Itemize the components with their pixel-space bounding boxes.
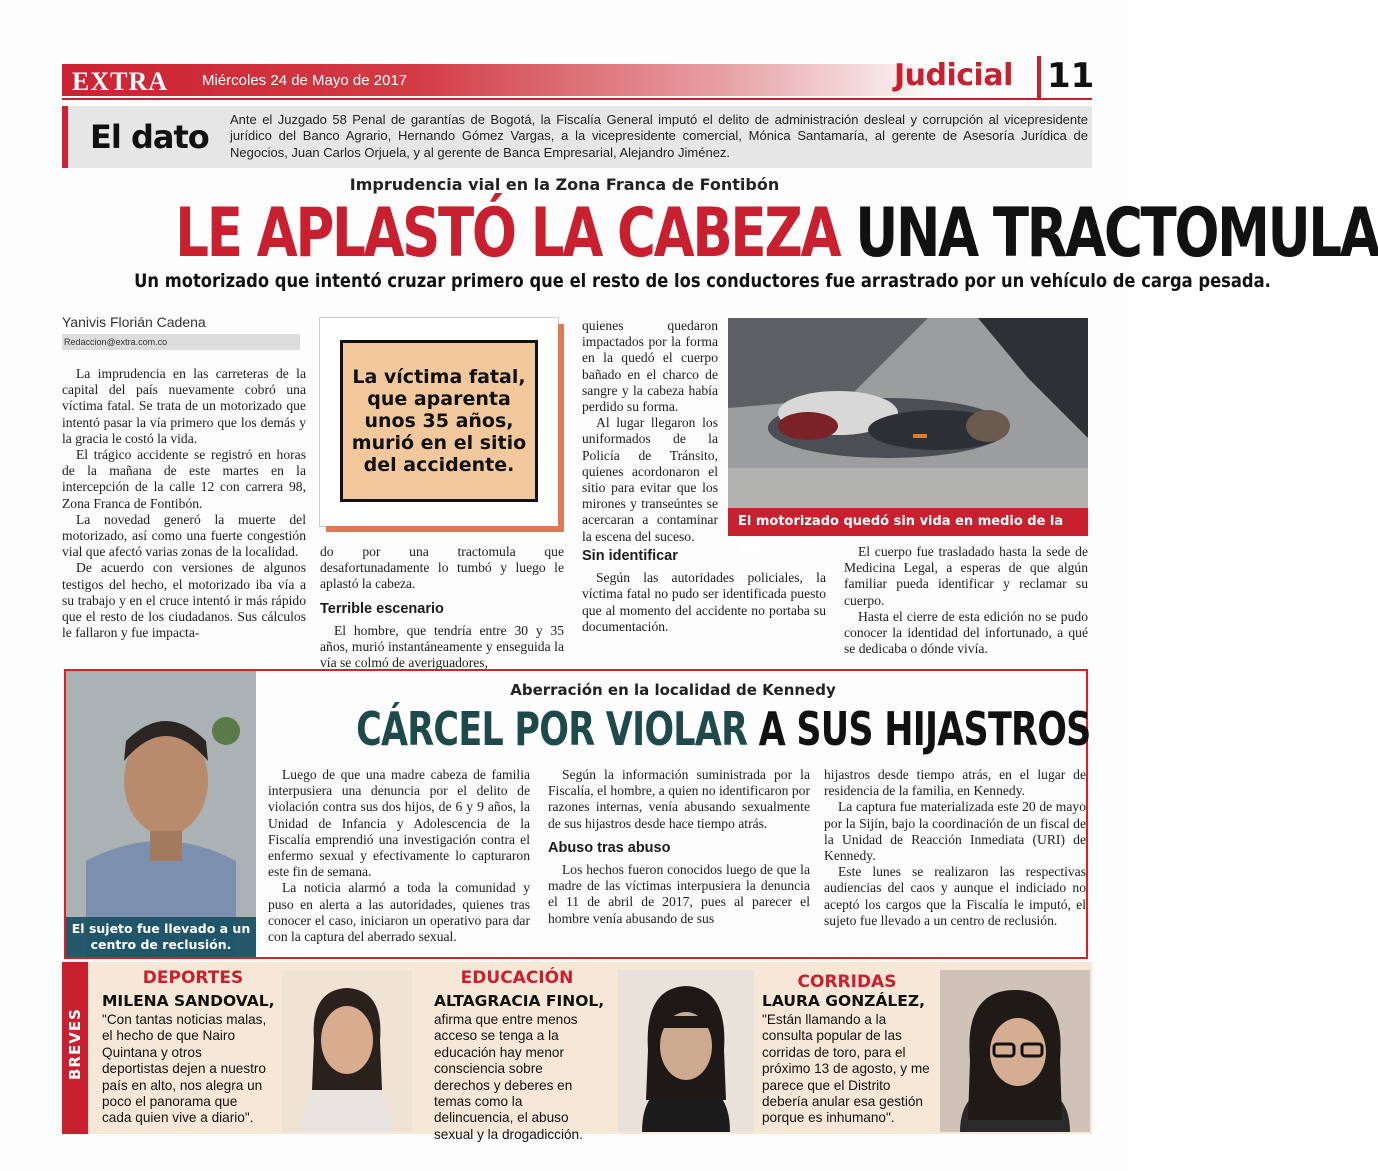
paragraph: La captura fue materializada este 20 de mayo por la Sijín, bajo la coordinación de un fiscal de la Unidad de Reacción Inmediata (URI) de Kennedy. [824, 799, 1086, 864]
paragraph: La noticia alarmó a toda la comunidad y puso en alerta a las autoridades, quienes tras conocer el caso, iniciaron un operativo para dar con la captura del aberrado sexual. [268, 880, 530, 945]
subhead-terrible-escenario: Terrible escenario [320, 600, 444, 617]
breve-category: EDUCACIÓN [460, 968, 574, 988]
main-story-headline [175, 192, 1378, 276]
paragraph: hijastros desde tiempo atrás, en el lugar de residencia de la familia, en Kennedy. [824, 767, 1086, 799]
paragraph: Según las autoridades policiales, la víctima fatal no pudo ser identificada puesto que al momento del accidente no portaba su documentación. [582, 570, 826, 634]
accident-photo-caption: El motorizado quedó sin vida en medio de la vía. [728, 508, 1088, 536]
breve-quote: afirma que entre menos acceso se tenga a la educación hay menor consciencia sobre derechos y deberes en temas como la delincuencia, el abuso sexual y la drogadicción. [434, 1012, 583, 1142]
byline: Yanivis Florián Cadena [62, 314, 206, 330]
portrait-illustration [618, 970, 754, 1132]
breve-name: LAURA GONZÁLEZ, [762, 992, 926, 1010]
main-col-4 [844, 544, 1088, 657]
main-story-kicker: Imprudencia vial en la Zona Franca de Fontibón [349, 175, 780, 194]
breve-category: DEPORTES [142, 968, 244, 988]
masthead [62, 56, 1095, 100]
breves-tab [62, 962, 88, 1134]
headline-red-part: LE APLASTÓ LA CABEZA [175, 194, 840, 273]
brand-bar [62, 64, 942, 96]
breves-tab-label: BREVES [66, 1008, 84, 1080]
paragraph: El hombre, que tendría entre 30 y 35 años, murió instantáneamente y enseguida la vía se colmó de averiguadores, [320, 622, 564, 671]
section-name: Judicial [894, 58, 1013, 93]
headline2-teal-part: CÁRCEL POR VIOLAR [356, 702, 748, 756]
author-email: Redaccion@extra.com.co [62, 334, 300, 350]
pull-quote-text: La víctima fatal, que aparenta unos 35 años, murió en el sitio del accidente. [340, 340, 538, 502]
paragraph: Luego de que una madre cabeza de familia interpusiera una denuncia por el delito de violación contra sus dos hijos, de 6 y 9 años, la Unidad de Infancia y Adolescencia de la Fiscalía emprendió una investigación contra el enfermo sexual y efectivamente lo capturaron este fin de semana. [268, 767, 530, 880]
el-dato-text: Ante el Juzgado 58 Penal de garantías de Bogotá, la Fiscalía General imputó el delito de administración desleal y corrupción al vicepresidente jurídico del Banco Agrario, Hernando Gómez Vargas, a la vicepresidente comercial, Mónica Santamaría, al gerente de Asesoría Jurídica de Negocios, Juan Carlos Orjuela, y al gerente de Banca Empresarial, Alejandro Jiménez. [230, 112, 1088, 160]
paragraph: Hasta el cierre de esta edición no se pudo conocer la identidad del infortunado, a qué se dedicaba o dónde vivía. [844, 608, 1088, 657]
paragraph: do por una tractomula que desafortunadamente lo tumbó y luego le aplastó la cabeza. [320, 544, 564, 592]
main-story-deck: Un motorizado que intentó cruzar primero que el resto de los conductores fue arrastrado por un vehículo de carga pesada. [134, 270, 1271, 292]
breve-name: MILENA SANDOVAL, [102, 992, 275, 1010]
suspect-photo [66, 671, 256, 957]
second-col-1 [268, 767, 530, 945]
paragraph: Al lugar llegaron los uniformados de la Policía de Tránsito, quienes acordonaron el sitio para evitar que los mirones y transeúntes se acercaran a contaminar la escena del suceso. [582, 415, 718, 544]
brand-logo: EXTRA [72, 67, 169, 96]
main-col-3-lower [582, 544, 826, 635]
paragraph: El trágico accidente se registró en horas de la mañana de este martes en la intercepción de la calle 12 con carrera 98, Zona Franca de Fontibón. [62, 447, 306, 511]
paragraph: Este lunes se realizaron las respectivas audiencias del caos y aunque el indiciado no aceptó los cargos que la Fiscalía le imputó, el sujeto fue llevado a un centro de reclusión. [824, 864, 1086, 928]
second-col-3 [824, 767, 1086, 929]
paragraph: Según la información suministrada por la Fiscalía, el hombre, a quien no identificaron por razones internas, venía abusando sexualmente de sus hijastros desde hace tiempo atrás. [548, 767, 810, 831]
second-story-box [64, 669, 1091, 959]
portrait-illustration [940, 970, 1090, 1132]
headline-black-part: UNA TRACTOMULA [855, 194, 1378, 273]
page-number: 11 [1037, 56, 1092, 98]
paragraph: El cuerpo fue trasladado hasta la sede de Medicina Legal, a esperas de que algún familiar pueda identificar y reclamar su cuerpo. [844, 544, 1088, 608]
paragraph: quienes quedaron impactados por la forma en la quedó el cuerpo bañado en el charco de sangre y la cabeza había perdido su forma. [582, 318, 718, 415]
breves-section [62, 962, 1092, 1142]
suspect-photo-caption: El sujeto fue llevado a un centro de reclusión. [66, 917, 256, 957]
breve-portrait-3 [940, 970, 1090, 1132]
accident-photo [728, 318, 1088, 536]
pull-quote-box [320, 318, 558, 526]
second-story-kicker: Aberración en la localidad de Kennedy [510, 681, 836, 699]
breve-quote: "Están llamando a la consulta popular de las corridas de toro, para el próximo 13 de agosto, y me parece que el Distrito debería anular esa gestión porque es inhumano". [762, 1012, 930, 1126]
el-dato-title: El dato [90, 118, 209, 156]
issue-date: Miércoles 24 de Mayo de 2017 [202, 72, 408, 89]
suspect-photo-illustration [66, 671, 256, 957]
subhead-sin-identificar: Sin identificar [582, 548, 678, 564]
breve-name: ALTAGRACIA FINOL, [434, 992, 605, 1010]
main-col-2 [320, 544, 564, 671]
accident-photo-illustration [728, 318, 1088, 536]
breve-quote: "Con tantas noticias malas, el hecho de que Nairo Quintana y otros deportistas dejen a nuestro país en alto, nos alegra un poco el panorama que cada quien vive a diario". [102, 1012, 267, 1126]
paragraph: La novedad generó la muerte del motorizado, así como una fuerte congestión vial que afectó varias zonas de la localidad. [62, 511, 306, 560]
second-story-headline [356, 701, 1091, 757]
paragraph: De acuerdo con versiones de algunos testigos del hecho, el motorizado iba vía a su trabajo y en el cruce intentó ir más rápido que el resto de los ciudadanos. Sus cálculos le fallaron y fue impacta- [62, 560, 306, 641]
breve-portrait-1 [282, 970, 412, 1132]
main-col-1 [62, 366, 306, 641]
paragraph: La imprudencia en las carreteras de la capital del país nuevamente cobró una víctima fatal. Se trata de un motorizado que intentó pasar la vía primero que los demás y la gracia le costó la vida. [62, 366, 306, 446]
second-col-2 [548, 767, 810, 927]
portrait-illustration [282, 970, 412, 1132]
el-dato-box [62, 106, 1092, 168]
paragraph: Los hechos fueron conocidos luego de que la madre de las víctimas interpusiera la denuncia el 11 de abril de 2017, pues al parecer el hombre venía abusando de sus [548, 862, 810, 926]
breve-portrait-2 [618, 970, 754, 1132]
breve-category: CORRIDAS [797, 972, 897, 992]
headline2-black-part: A SUS HIJASTROS [758, 702, 1091, 756]
subhead-abuso-tras-abuso: Abuso tras abuso [548, 839, 671, 856]
